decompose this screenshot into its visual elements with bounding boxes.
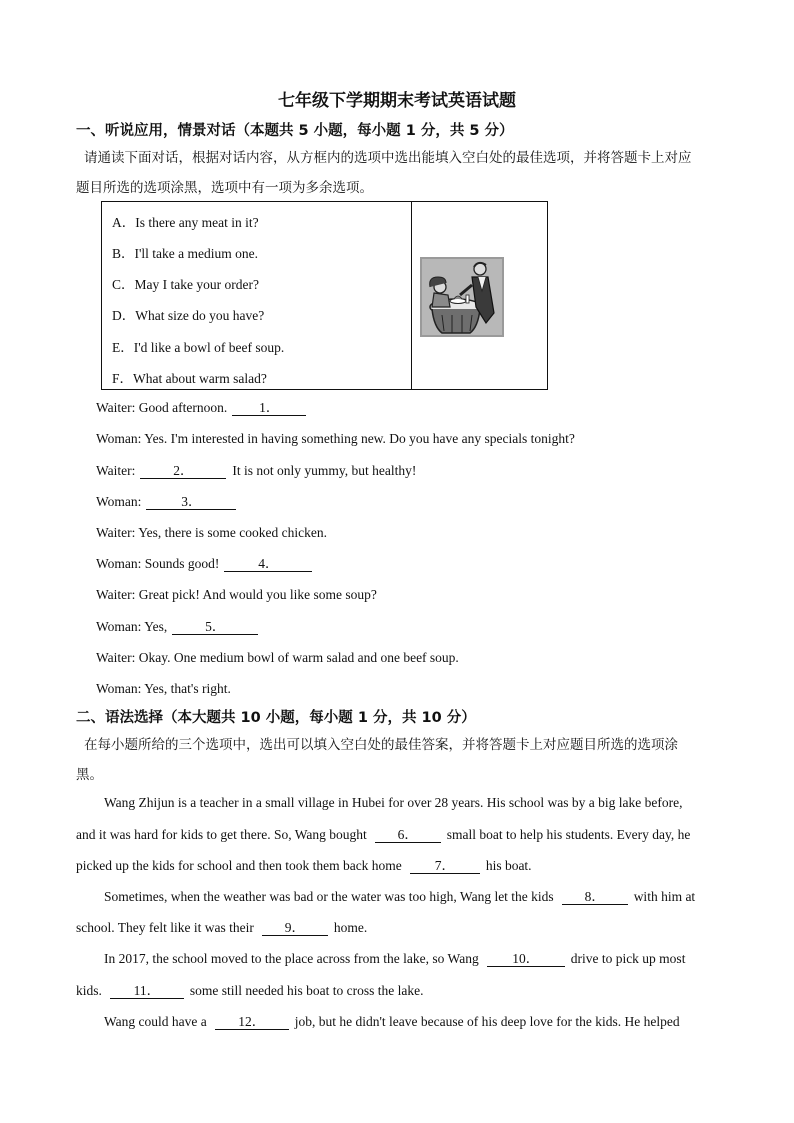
answer-blank[interactable]: 5．: [172, 619, 258, 635]
section2-heading: 二、语法选择（本大题共 10 小题，每小题 1 分，共 10 分）: [76, 710, 476, 726]
passage-text: drive to pick up most: [570, 951, 686, 966]
dialogue-line: [96, 587, 377, 603]
dialogue-text: Woman: Sounds good!: [96, 556, 220, 571]
dialogue-text: Waiter: Okay. One medium bowl of warm salad and one beef soup.: [96, 650, 459, 665]
passage-text: small boat to help his students. Every day, he: [446, 827, 691, 842]
answer-blank[interactable]: 10．: [487, 951, 565, 967]
answer-blank[interactable]: 12．: [215, 1014, 289, 1030]
passage-text: his boat.: [485, 858, 532, 873]
passage-line: [104, 951, 685, 967]
dialogue-line: [96, 619, 260, 635]
dialogue-line: [96, 431, 575, 447]
answer-blank[interactable]: 1．: [232, 400, 306, 416]
answer-blank[interactable]: 8．: [562, 889, 628, 905]
page-title: 七年级下学期期末考试英语试题: [278, 91, 516, 111]
dialogue-line: [96, 681, 231, 697]
passage-text: Wang could have a: [104, 1014, 207, 1029]
dialogue-line: [96, 650, 459, 666]
passage-text: In 2017, the school moved to the place across from the lake, so Wang: [104, 951, 479, 966]
passage-text: with him at: [633, 889, 696, 904]
passage-line: [104, 889, 695, 905]
answer-blank[interactable]: 6．: [375, 827, 441, 843]
dialogue-text: It is not only yummy, but healthy!: [232, 463, 417, 478]
dialogue-line: [96, 556, 314, 572]
dialogue-text: Woman: Yes, that's right.: [96, 681, 231, 696]
answer-blank[interactable]: 11．: [110, 983, 184, 999]
dialogue-line: [96, 463, 416, 479]
passage-line: [104, 1014, 680, 1030]
section1-instruction-line2: 题目所选的选项涂黑，选项中有一项为多余选项。: [76, 180, 373, 196]
options-box: [101, 201, 548, 390]
dialogue-text: Waiter: Great pick! And would you like some soup?: [96, 587, 377, 602]
passage-text: school. They felt like it was their: [76, 920, 254, 935]
section1-instruction-line1: 请通读下面对话，根据对话内容，从方框内的选项中选出能填入空白处的最佳选项，并将答题卡上对应: [84, 150, 692, 166]
passage-line: [76, 920, 367, 936]
dialogue-text: Waiter: Good afternoon.: [96, 400, 228, 415]
passage-text: home.: [333, 920, 368, 935]
option-d: D．What size do you have?: [112, 308, 265, 323]
passage-text: Wang Zhijun is a teacher in a small village in Hubei for over 28 years. His school was by a big lake before,: [104, 795, 683, 810]
passage-line: [76, 858, 532, 874]
option-e: E．I'd like a bowl of beef soup.: [112, 340, 285, 355]
answer-blank[interactable]: 7．: [410, 858, 480, 874]
dialogue-line: [96, 400, 308, 416]
options-divider: [411, 202, 412, 389]
passage-text: kids.: [76, 983, 102, 998]
section2-instruction-line2: 黑。: [76, 767, 103, 783]
dialogue-text: Waiter: Yes, there is some cooked chicken.: [96, 525, 327, 540]
passage-line: [76, 827, 690, 843]
section1-heading: 一、听说应用，情景对话（本题共 5 小题，每小题 1 分，共 5 分）: [76, 123, 514, 139]
option-b: B．I'll take a medium one.: [112, 246, 259, 261]
section2-instruction-line1: 在每小题所给的三个选项中，选出可以填入空白处的最佳答案，并将答题卡上对应题目所选的选项涂: [84, 737, 678, 753]
dialogue-line: [96, 494, 238, 510]
passage-text: Sometimes, when the weather was bad or the water was too high, Wang let the kids: [104, 889, 554, 904]
answer-blank[interactable]: 2．: [140, 463, 226, 479]
dialogue-text: Woman: Yes. I'm interested in having something new. Do you have any specials tonight?: [96, 431, 575, 446]
passage-text: some still needed his boat to cross the lake.: [189, 983, 424, 998]
waiter-illustration-image: [420, 257, 504, 337]
passage-text: picked up the kids for school and then took them back home: [76, 858, 402, 873]
option-f: F．What about warm salad?: [112, 371, 267, 386]
passage-text: and it was hard for kids to get there. So, Wang bought: [76, 827, 367, 842]
dialogue-text: Waiter:: [96, 463, 136, 478]
dialogue-line: [96, 525, 327, 541]
dialogue-text: Woman:: [96, 494, 142, 509]
passage-line: [104, 795, 683, 811]
passage-line: [76, 983, 423, 999]
answer-blank[interactable]: 9．: [262, 920, 328, 936]
answer-blank[interactable]: 3．: [146, 494, 236, 510]
answer-blank[interactable]: 4．: [224, 556, 312, 572]
dialogue-text: Woman: Yes,: [96, 619, 168, 634]
option-a: A．Is there any meat in it?: [112, 215, 259, 230]
option-c: C．May I take your order?: [112, 277, 259, 292]
passage-text: job, but he didn't leave because of his deep love for the kids. He helped: [294, 1014, 680, 1029]
